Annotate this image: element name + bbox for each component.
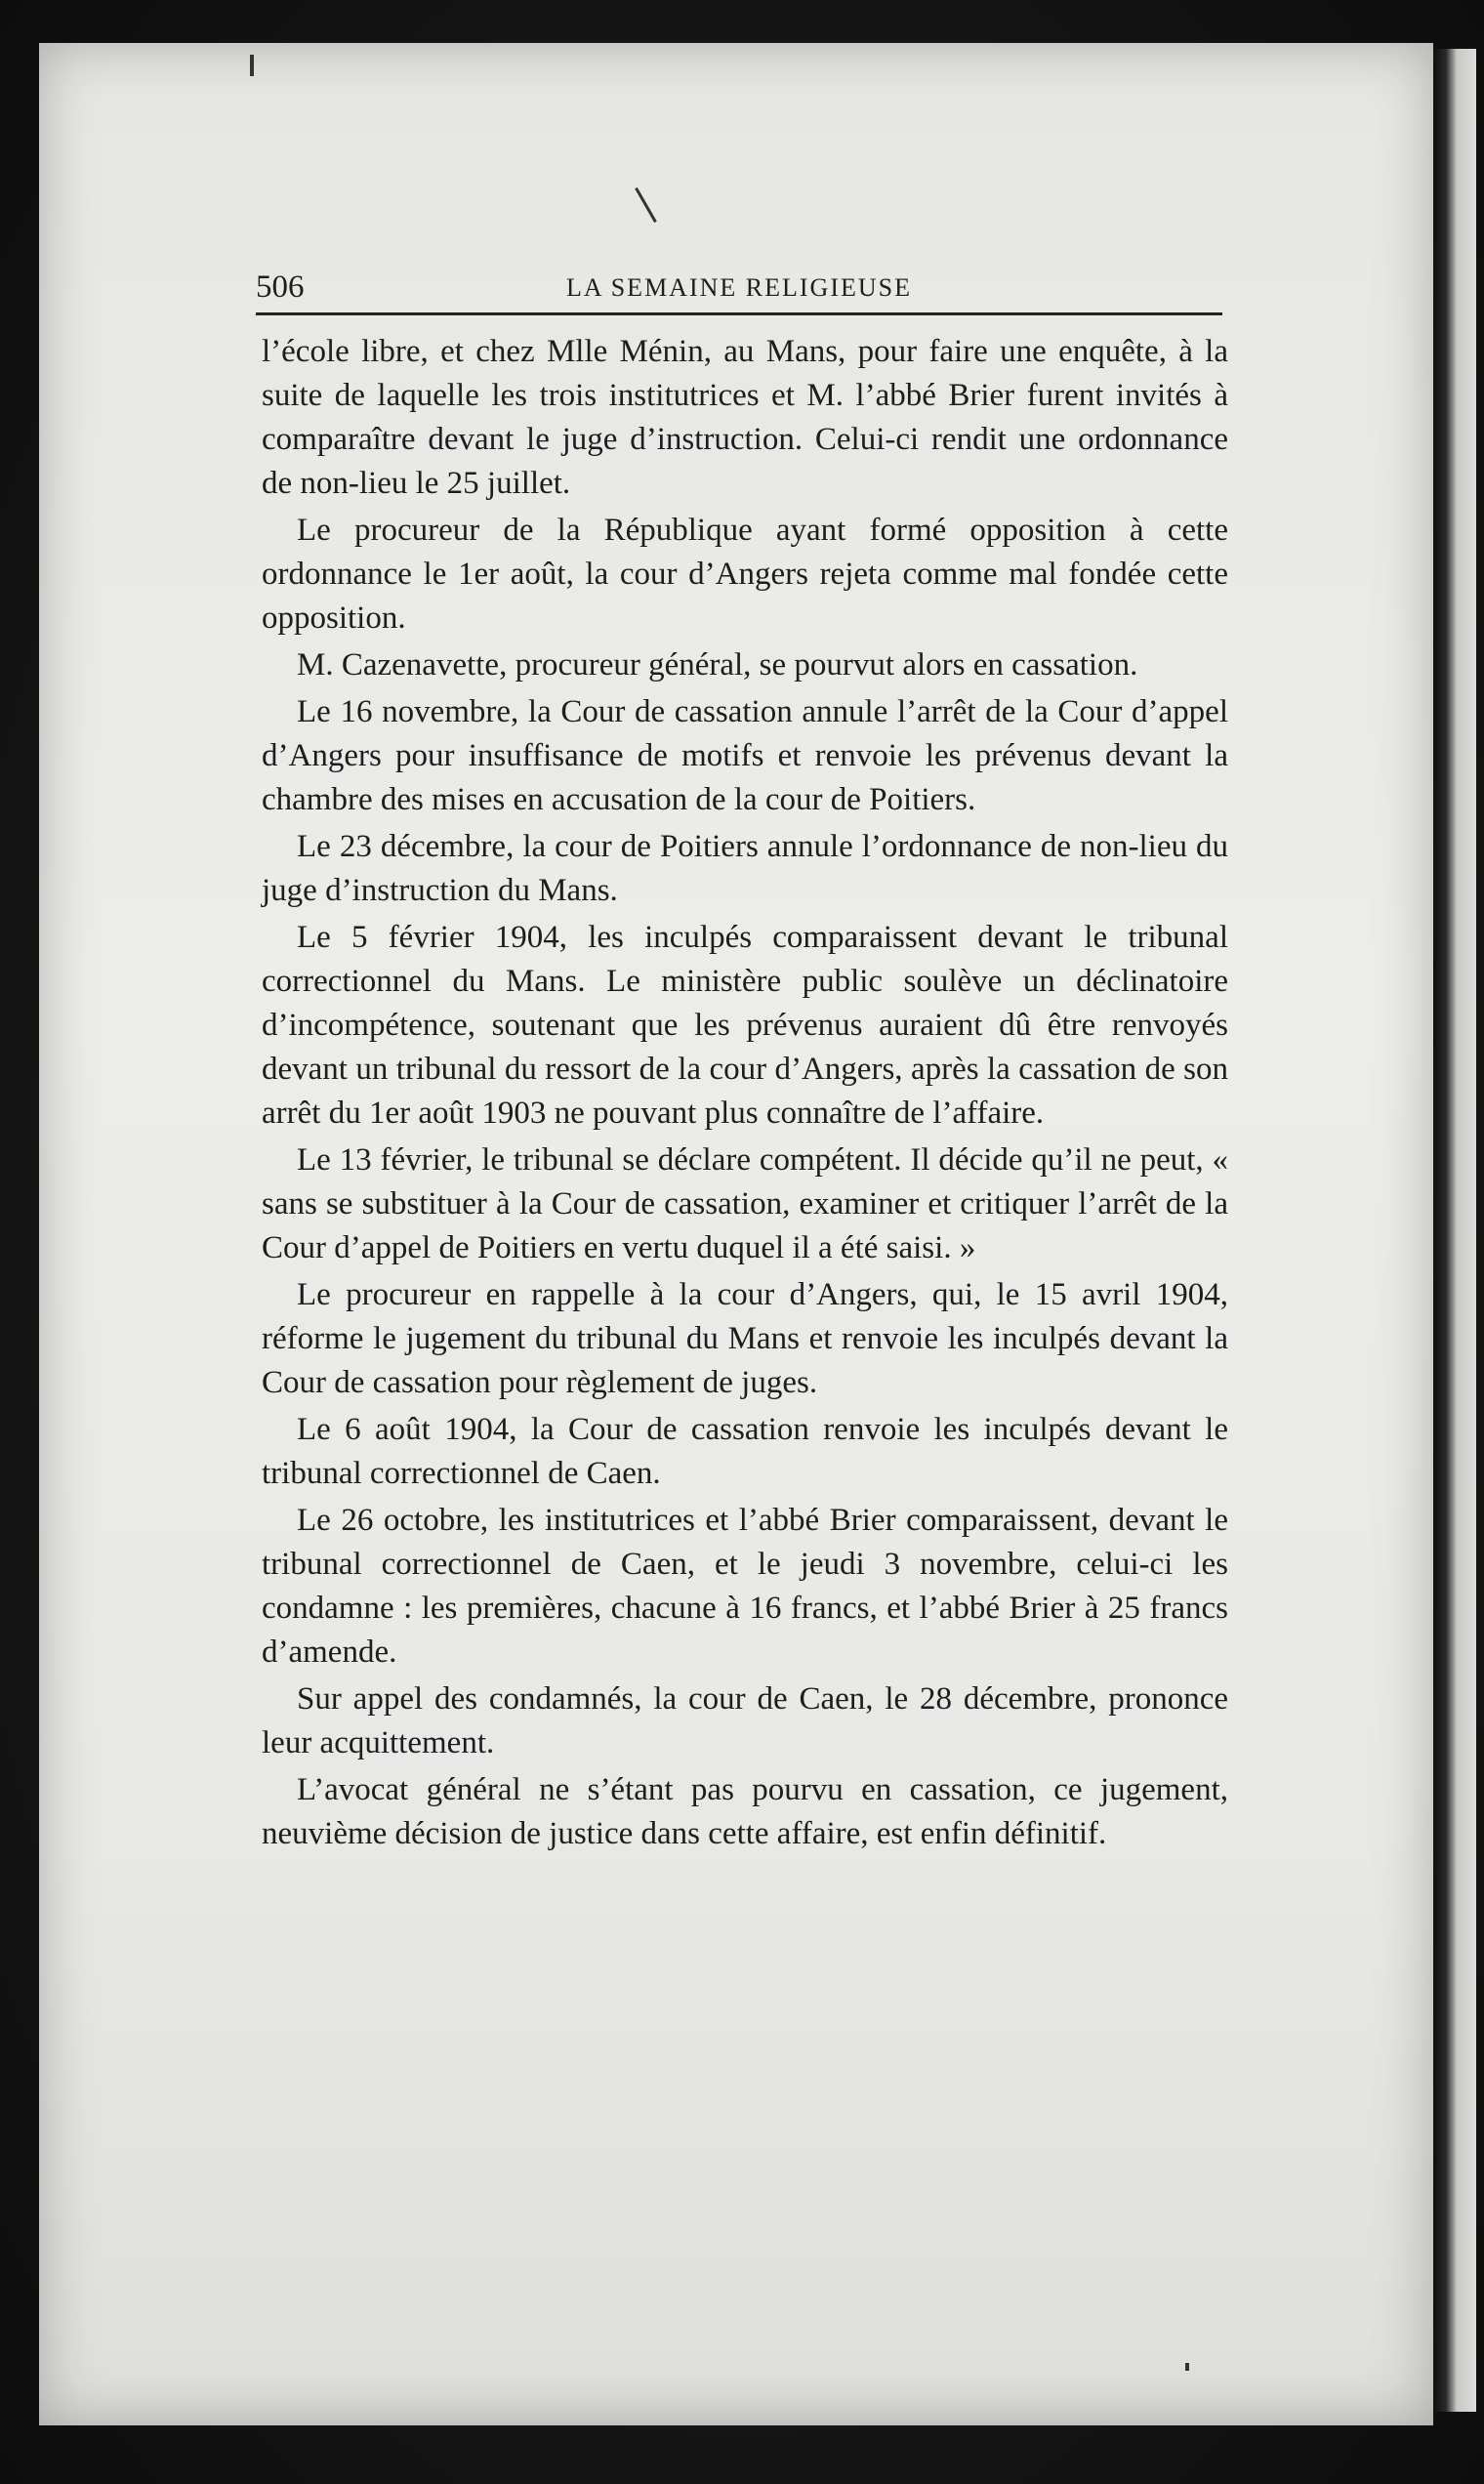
paragraph: Le procureur en rappelle à la cour d’Angers, qui, le 15 avril 1904, réforme le jugement du tribunal du Mans et renvoie les inculpés devant la Cour de cassation pour règlement de juges. bbox=[262, 1277, 1228, 1400]
scan-speck bbox=[250, 55, 254, 76]
paragraph: Sur appel des condamnés, la cour de Caen, le 28 décembre, prononce leur acquittement. bbox=[262, 1681, 1228, 1760]
paragraph: Le procureur de la République ayant formé opposition à cette ordonnance le 1er août, la cour d’Angers rejeta comme mal fondée cette opposition. bbox=[262, 513, 1228, 636]
paragraph: Le 6 août 1904, la Cour de cassation renvoie les inculpés devant le tribunal correctionnel de Caen. bbox=[262, 1412, 1228, 1491]
page-number: 506 bbox=[256, 269, 305, 305]
paragraph: Le 16 novembre, la Cour de cassation annule l’arrêt de la Cour d’appel d’Angers pour insuffisance de motifs et renvoie les prévenus devant la chambre des mises en accusation de la cour de Poitiers. bbox=[262, 694, 1228, 817]
adjacent-page-edge bbox=[1433, 49, 1476, 2412]
running-head: LA SEMAINE RELIGIEUSE bbox=[566, 273, 912, 302]
paragraph: Le 23 décembre, la cour de Poitiers annule l’ordonnance de non-lieu du juge d’instruction du Mans. bbox=[262, 829, 1228, 908]
paragraph: Le 13 février, le tribunal se déclare compétent. Il décide qu’il ne peut, « sans se substituer à la Cour de cassation, examiner et critiquer l’arrêt de la Cour d’appel de Poitiers en vertu duquel il a été saisi. » bbox=[262, 1142, 1228, 1265]
body-text bbox=[262, 330, 1228, 1859]
paragraph: Le 5 février 1904, les inculpés comparaissent devant le tribunal correctionnel du Mans. Le ministère public soulève un déclinatoire d’incompétence, soutenant que les prévenus auraient dû être renvoyés devant un tribunal du ressort de la cour d’Angers, après la cassation de son arrêt du 1er août 1903 ne pouvant plus connaître de l’affaire. bbox=[262, 920, 1228, 1131]
paragraph: L’avocat général ne s’étant pas pourvu en cassation, ce jugement, neuvième décision de justice dans cette affaire, est enfin définitif. bbox=[262, 1772, 1228, 1851]
scan-speck bbox=[1185, 2363, 1189, 2371]
paragraph: M. Cazenavette, procureur général, se pourvut alors en cassation. bbox=[297, 647, 1138, 683]
paragraph: Le 26 octobre, les institutrices et l’abbé Brier comparaissent, devant le tribunal correctionnel de Caen, et le jeudi 3 novembre, celui-ci les condamne : les premières, chacune à 16 francs, et l’abbé Brier à 25 francs d’amende. bbox=[262, 1503, 1228, 1670]
paragraph: l’école libre, et chez Mlle Ménin, au Mans, pour faire une enquête, à la suite de laquelle les trois institutrices et M. l’abbé Brier furent invités à comparaître devant le juge d’instruction. Celui-ci rendit une ordonnance de non-lieu le 25 juillet. bbox=[262, 334, 1228, 501]
page-header bbox=[256, 266, 1222, 315]
